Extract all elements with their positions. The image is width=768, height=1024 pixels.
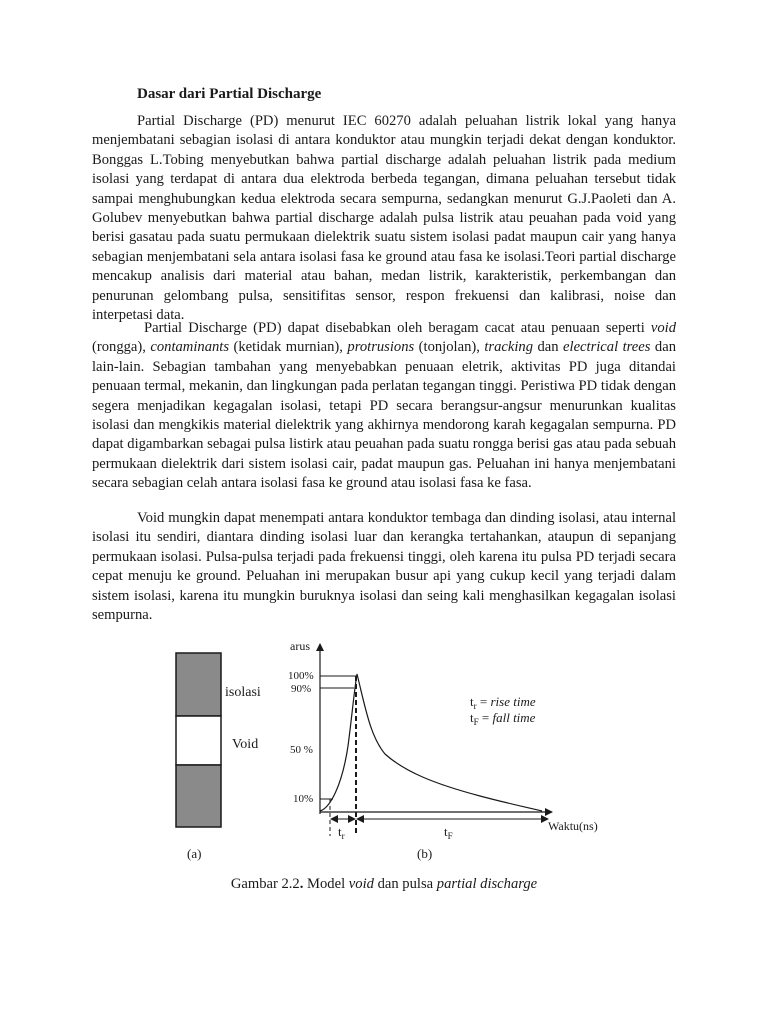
text-line: tersebut tidak sampai menghubungkan kedua elektroda secara sempurna, sedangkan menurut xyxy=(92,171,676,207)
caption-italic-pd: partial discharge xyxy=(436,876,538,892)
text-span: (rongga), xyxy=(92,339,151,356)
text-span: dan xyxy=(533,339,564,356)
pulse-graph xyxy=(288,639,598,861)
x-axis-label: Waktu(ns) xyxy=(548,819,598,833)
text-line: penuaan termal, mekanin, dan lingkungan pada perlatan tegangan tinggi. Peristiwa PD tidak xyxy=(92,378,631,395)
text-line: gas atau pada sebuah permukaan dielektrik dari sistem isolasi cair, padat maupun gas. xyxy=(92,436,676,472)
text-line: padat maupun cair yang hanya sebagian menjembatani sela antara isolasi fasa ke ground atau xyxy=(92,229,676,265)
text-line: dan lain-lain. Sebagian tambahan yang menyebabkan penuaan eletrik, aktivitas PD juga ditandai xyxy=(92,339,676,375)
figure-caption xyxy=(0,876,768,893)
text-line: yang terjadi dalam sistem isolasi, karena itu mungkin buruknya isolasi dan seing kali xyxy=(92,568,676,604)
italic-term: tracking xyxy=(484,339,533,356)
sub-label-a: (a) xyxy=(187,846,202,861)
void-region xyxy=(176,716,221,765)
caption-text: dan pulsa xyxy=(373,876,437,892)
text-line: pada medium isolasi yang terdapat di antara dua elektroda berbeda tegangan, dimana peluahan xyxy=(92,151,676,188)
tick-10: 10% xyxy=(293,793,314,805)
text-span: (tonjolan), xyxy=(414,339,485,356)
paragraph-2 xyxy=(92,319,676,494)
text-line: PD terjadi secara cepat menuju ke ground. Peluahan ini merupakan busur api yang cukup kecil xyxy=(92,548,676,585)
text-line: dengan segera menjadikan kegagalan isolasi, tetapi PD secara berangsur-angsur menurunkan xyxy=(92,378,676,414)
text-line: isolasi fasa ke fasa. xyxy=(419,475,532,492)
paragraph-3 xyxy=(92,509,676,625)
legend-fall-time: $t_F$ = fall time xyxy=(470,710,536,727)
caption-text: Model xyxy=(303,876,349,892)
legend-rise-time: $t_r$ = rise time xyxy=(470,694,536,711)
tr-label: $t_r$ xyxy=(338,824,345,841)
text-line: Partial Discharge (PD) menurut IEC 60270 adalah peluahan listrik lokal yang hanya xyxy=(137,113,676,129)
italic-term: protrusions xyxy=(347,339,415,356)
paragraph-1 xyxy=(92,112,676,325)
text-line: konduktor. Bonggas L.Tobing menyebutkan bahwa partial discharge adalah peluahan listrik xyxy=(92,132,676,168)
tf-label: $t_F$ xyxy=(444,824,453,841)
text-line: sempurna. PD dapat digambarkan sebagai pulsa listirk atau peuahan pada suatu rongga berisi xyxy=(92,417,676,453)
label-isolasi: isolasi xyxy=(225,685,261,700)
text-line: sepanjang permukaan isolasi. Pulsa-pulsa terjadi pada frekuensi tinggi, oleh karena itu pulsa xyxy=(92,529,676,565)
void-model xyxy=(176,653,261,861)
y-axis-label: arus xyxy=(290,639,310,653)
caption-italic-void: void xyxy=(348,876,374,892)
text-line: G.J.Paoleti dan A. Golubev menyebutkan bahwa partial discharge adalah pulsa listrik atau xyxy=(92,190,676,227)
italic-term: electrical trees xyxy=(563,339,651,356)
italic-term: contaminants xyxy=(150,339,230,356)
text-line: internal isolasi itu sendiri, diantara dinding isolasi luar dan kerangka tertahankan, ataupun di xyxy=(92,510,676,546)
sub-label-b: (b) xyxy=(417,846,433,861)
text-line: listrik, karakteristik, perkembangan dan penurunan gelombang pulsa, sensitifitas sensor, xyxy=(92,268,676,304)
tick-50: 50 % xyxy=(290,744,313,756)
text-line: respon frekuensi dan kalibrasi, noise dan interpetasi data. xyxy=(92,287,676,324)
text-span: Partial Discharge (PD) dapat disebabkan oleh beragam cacat atau penuaan seperti xyxy=(144,320,651,336)
text-line: menghasilkan kegagalan isolasi sempurna. xyxy=(92,587,676,624)
figure-2-2 xyxy=(170,636,616,868)
text-line: menjembatani sebagian isolasi di antara konduktor atau mungkin terjadi dekat dengan xyxy=(92,132,609,149)
figure-svg xyxy=(170,636,616,868)
text-line: kualitas isolasi dan mengkikis material dielektrik yang akhirnya mendorong karah kegagalan xyxy=(92,397,676,434)
text-line: peuahan pada void yang berisi gasatau pada suatu permukaan dielektrik suatu sistem isolasi xyxy=(92,210,676,246)
tick-100: 100% xyxy=(288,670,314,682)
caption-dot: . xyxy=(299,876,304,892)
label-void: Void xyxy=(232,737,259,752)
insulation-bottom xyxy=(176,765,221,827)
italic-term: void xyxy=(650,320,676,336)
section-heading: Dasar dari Partial Discharge xyxy=(137,86,322,102)
caption-prefix: Gambar 2.2 xyxy=(230,876,300,892)
text-line: Void mungkin dapat menempati antara konduktor tembaga dan dinding isolasi, atau xyxy=(137,510,628,526)
text-span: (ketidak murnian), xyxy=(229,339,348,356)
text-line: Peluahan ini hanya menjembatani secara sebagian celah antara isolasi fasa ke ground atau xyxy=(92,455,676,492)
insulation-top xyxy=(176,653,221,716)
text-line: fasa ke isolasi.Teori partial discharge mencakup analisis dari material atau bahan, medan xyxy=(92,248,676,285)
tick-90: 90% xyxy=(291,683,312,695)
